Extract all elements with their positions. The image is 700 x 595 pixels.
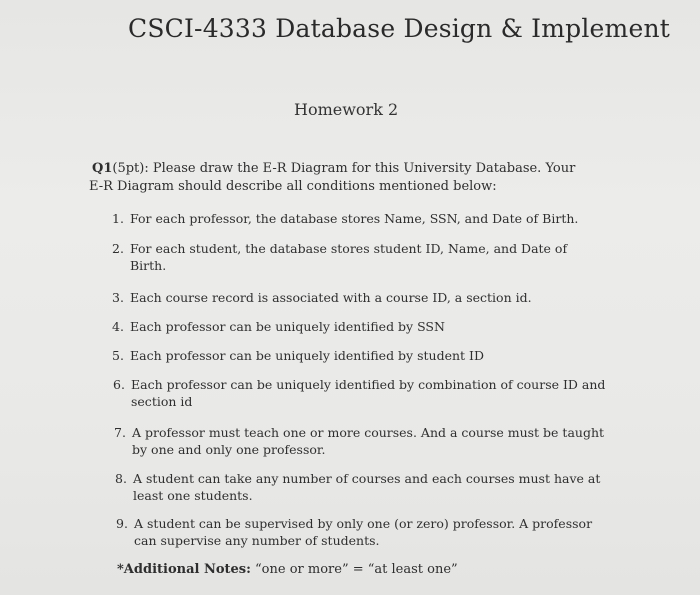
list-item	[115, 470, 601, 506]
item-text: A student can be supervised by only one (or zero) professor. A professor	[134, 516, 593, 531]
item-number: 5.	[112, 348, 124, 363]
item-number: 1.	[112, 211, 124, 226]
item-text: For each professor, the database stores Name, SSN, and Date of Birth.	[130, 211, 579, 226]
item-text-cont: Birth.	[130, 258, 167, 273]
item-text: Each professor can be uniquely identified by combination of course ID and	[131, 377, 606, 392]
item-text: Each professor can be uniquely identified by student ID	[130, 348, 484, 363]
item-text: Each professor can be uniquely identified by SSN	[130, 319, 445, 334]
item-number: 3.	[112, 290, 124, 305]
question-label: Q1	[92, 161, 113, 176]
list-item	[112, 240, 592, 276]
question-text-1: Please draw the E-R Diagram for this University Database. Your	[148, 161, 576, 176]
list-item	[116, 515, 596, 551]
item-number: 8.	[115, 471, 127, 486]
item-number: 4.	[112, 319, 124, 334]
item-number: 6.	[113, 377, 125, 392]
item-text: For each student, the database stores student ID, Name, and Date of	[130, 241, 568, 256]
additional-notes-text: “one or more” = “at least one”	[250, 562, 458, 577]
item-text-cont: section id	[131, 394, 193, 409]
question-line-1	[92, 160, 602, 178]
item-number: 9.	[116, 516, 128, 531]
item-text: A student can take any number of courses and each courses must have at	[133, 471, 601, 486]
item-text-cont: can supervise any number of students.	[134, 533, 380, 548]
homework-subtitle: Homework 2	[294, 100, 399, 119]
list-item	[113, 376, 606, 412]
page-title: CSCI-4333 Database Design & Implement	[128, 14, 670, 43]
item-text: Each course record is associated with a course ID, a section id.	[130, 290, 532, 305]
additional-notes	[117, 562, 458, 577]
item-number: 7.	[114, 425, 126, 440]
item-text: A professor must teach one or more courses. And a course must be taught	[132, 425, 605, 440]
question-intro	[89, 160, 602, 196]
question-line-2: E-R Diagram should describe all conditions mentioned below:	[89, 179, 497, 194]
list-item	[114, 424, 605, 460]
additional-notes-label: *Additional Notes:	[117, 562, 251, 577]
item-number: 2.	[112, 241, 124, 256]
item-text-cont: by one and only one professor.	[132, 442, 326, 457]
item-text-cont: least one students.	[133, 488, 253, 503]
question-points: (5pt):	[112, 161, 149, 176]
